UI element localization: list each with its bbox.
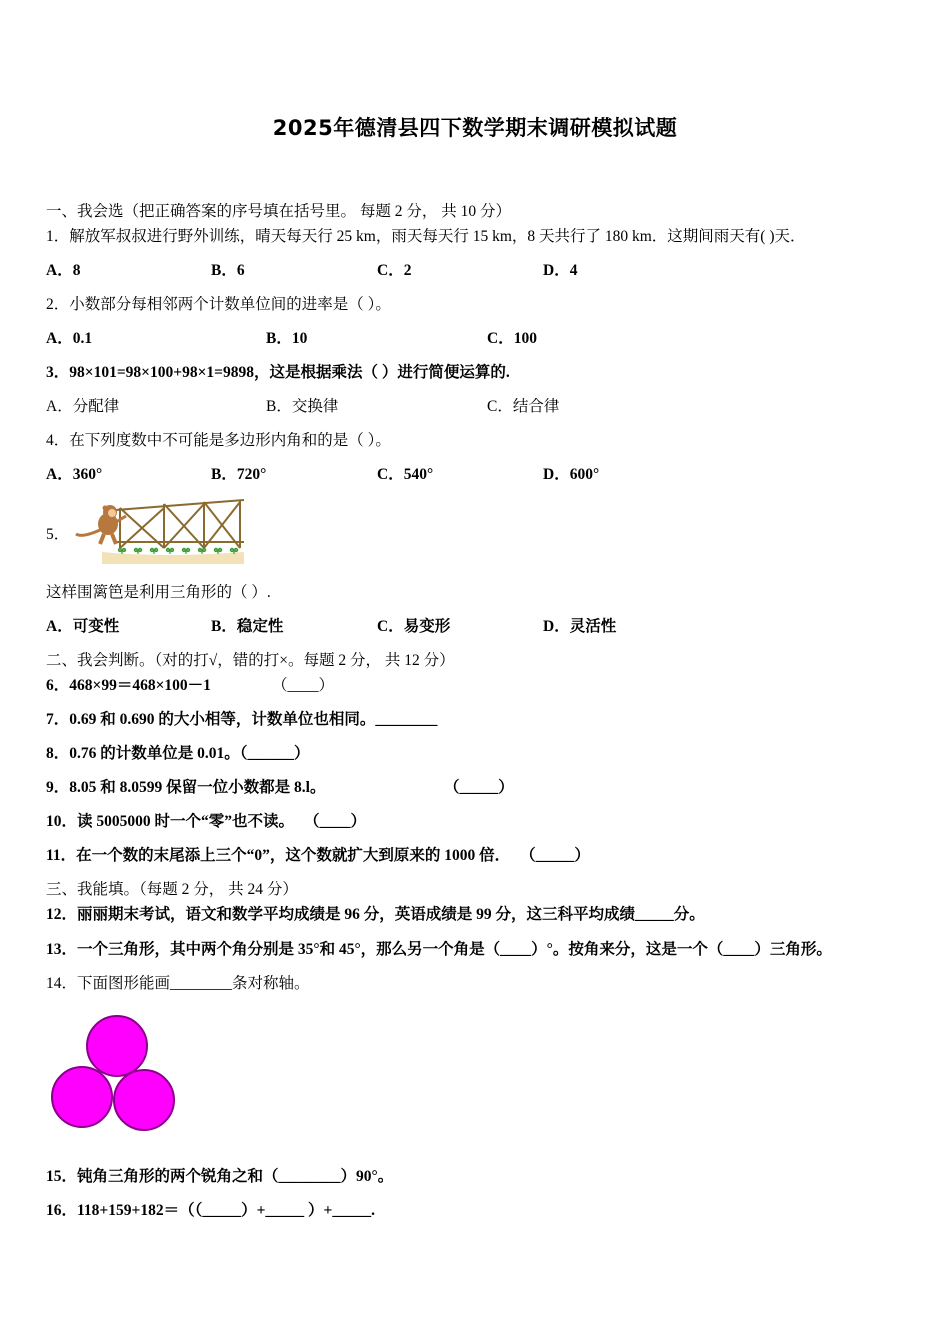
question-4 — [46, 431, 391, 451]
question-14 — [46, 974, 310, 994]
question-number: 16． — [46, 1202, 78, 1219]
question-8 — [46, 744, 310, 764]
q2-option-b[interactable]: B．10 — [266, 330, 308, 347]
question-6 — [46, 676, 211, 696]
q3-option-b[interactable]: B．交换律 — [266, 398, 339, 415]
q11-answer-blank[interactable]: （_____） — [520, 847, 590, 864]
q2-option-a[interactable]: A．0.1 — [46, 330, 93, 347]
question-11 — [46, 846, 590, 866]
question-12 — [46, 905, 705, 925]
section3-heading: 三、我能填。（每题 2 分， 共 24 分） — [46, 881, 298, 898]
q2-option-c[interactable]: C．100 — [487, 330, 537, 347]
question-text: 8.05 和 8.0599 保留一位小数都是 8.l。 — [69, 779, 326, 796]
question-text: 下面图形能画________条对称轴。 — [77, 975, 310, 992]
q3-option-a[interactable]: A．分配律 — [46, 398, 120, 415]
question-text: 在下列度数中不可能是多边形内角和的是（ ）。 — [69, 432, 391, 449]
question-text: 0.76 的计数单位是 0.01。 — [69, 745, 240, 762]
question-text: 468×99＝468×100－1 — [69, 677, 211, 694]
question-number: 11． — [46, 847, 77, 864]
q4-option-d[interactable]: D．600° — [543, 466, 600, 483]
question-number: 3． — [46, 364, 70, 381]
q5-option-d[interactable]: D．灵活性 — [543, 618, 617, 635]
question-10 — [46, 812, 366, 832]
question-5-number: 5． — [46, 526, 70, 543]
q1-option-d[interactable]: D．4 — [543, 262, 578, 279]
q5-option-c[interactable]: C．易变形 — [377, 618, 451, 635]
q4-option-b[interactable]: B．720° — [211, 466, 267, 483]
q4-option-c[interactable]: C．540° — [377, 466, 434, 483]
question-text: 丽丽期末考试，语文和数学平均成绩是 96 分，英语成绩是 99 分，这三科平均成绩_____分。 — [77, 906, 705, 923]
q3-option-c[interactable]: C．结合律 — [487, 398, 560, 415]
question-text: 98×101=98×100+98×1=9898，这是根据乘法（ ）进行简便运算的. — [69, 364, 510, 381]
question-text: 读 5005000 时一个“零”也不读。 — [77, 813, 295, 830]
three-circles-icon — [46, 1012, 180, 1136]
page-title: 2025年德清县四下数学期末调研模拟试题 — [272, 116, 678, 140]
question-number: 1． — [46, 228, 70, 245]
q6-answer-blank[interactable]: （____） — [272, 677, 335, 694]
question-text: 一个三角形，其中两个角分别是 35°和 45°，那么另一个角是（____）°。按角来分，这是一个（____）三角形。 — [77, 941, 832, 958]
question-number: 2． — [46, 296, 70, 313]
question-number: 9． — [46, 779, 70, 796]
question-number: 6． — [46, 677, 70, 694]
q7-answer-blank[interactable]: ________ — [375, 711, 438, 728]
question-number: 8． — [46, 745, 70, 762]
question-13 — [46, 940, 832, 960]
question-text: 解放军叔叔进行野外训练，晴天每天行 25 km，雨天每天行 15 km，8 天共行了 180 km．这期间雨天有( )天． — [69, 228, 806, 245]
section1-heading: 一、我会选（把正确答案的序号填在括号里。 每题 2 分， 共 10 分） — [46, 203, 512, 220]
q1-option-a[interactable]: A．8 — [46, 262, 81, 279]
question-5-text: 这样围篱笆是利用三角形的（ ）. — [46, 584, 271, 601]
question-16 — [46, 1201, 375, 1221]
question-7 — [46, 710, 437, 730]
question-number: 12． — [46, 906, 78, 923]
question-3 — [46, 363, 510, 383]
question-number: 13． — [46, 941, 78, 958]
question-9 — [46, 778, 325, 798]
question-text: 钝角三角形的两个锐角之和（________）90°。 — [77, 1168, 394, 1185]
question-number: 14． — [46, 975, 78, 992]
q1-option-b[interactable]: B．6 — [211, 262, 245, 279]
q4-option-a[interactable]: A．360° — [46, 466, 103, 483]
question-number: 15． — [46, 1168, 78, 1185]
section2-heading: 二、我会判断。（对的打√，错的打×。每题 2 分， 共 12 分） — [46, 652, 455, 669]
q5-option-a[interactable]: A．可变性 — [46, 618, 120, 635]
fence-icon — [72, 494, 246, 564]
question-number: 10． — [46, 813, 78, 830]
question-text: 0.69 和 0.690 的大小相等，计数单位也相同。 — [69, 711, 376, 728]
question-2 — [46, 295, 391, 315]
q1-option-c[interactable]: C．2 — [377, 262, 412, 279]
q5-option-b[interactable]: B．稳定性 — [211, 618, 284, 635]
question-text: 在一个数的末尾添上三个“0”，这个数就扩大到原来的 1000 倍． — [76, 847, 511, 864]
q9-answer-blank[interactable]: （_____） — [444, 779, 514, 796]
question-text: 小数部分每相邻两个计数单位间的进率是（ ）。 — [69, 296, 391, 313]
question-number: 4． — [46, 432, 70, 449]
q8-answer-blank[interactable]: （______） — [239, 745, 310, 762]
question-text: 118+159+182＝（（_____）+_____ ）+_____. — [77, 1202, 375, 1219]
question-15 — [46, 1167, 393, 1187]
q10-answer-blank[interactable]: （____） — [304, 813, 367, 830]
question-number: 7． — [46, 711, 70, 728]
question-1 — [46, 227, 806, 247]
